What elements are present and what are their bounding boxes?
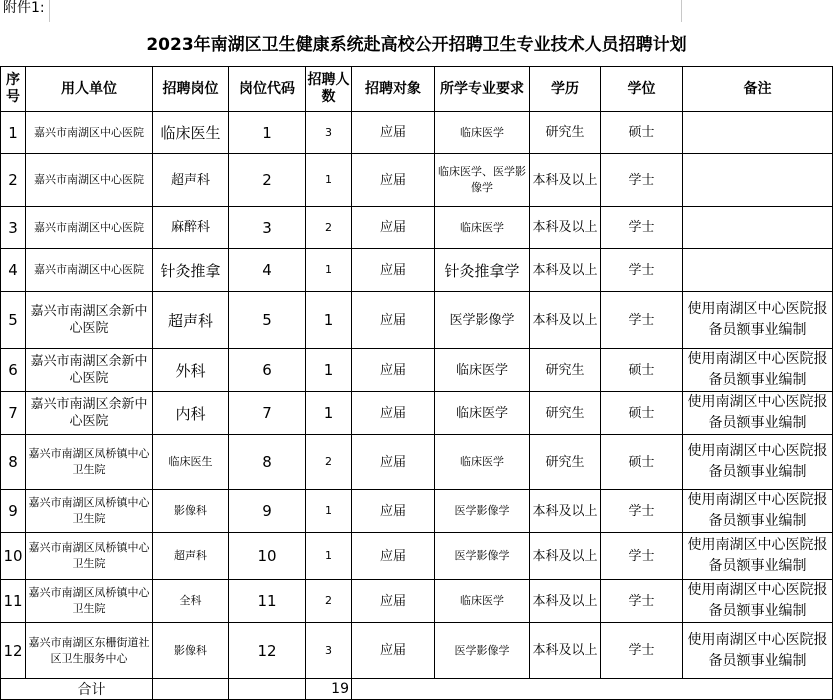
- cell-major: 医学影像学: [435, 490, 530, 533]
- cell-count: 1: [306, 349, 352, 392]
- cell-target: 应届: [352, 154, 435, 207]
- header-seq: 序号: [1, 67, 26, 112]
- cell-education: 本科及以上: [530, 154, 601, 207]
- cell-unit: 嘉兴市南湖区余新中心医院: [26, 392, 153, 435]
- table-row: [1, 533, 833, 580]
- cell-count: 2: [306, 580, 352, 623]
- cell-unit: 嘉兴市南湖区东栅街道社区卫生服务中心: [26, 623, 153, 679]
- header-major: 所学专业要求: [435, 67, 530, 112]
- table-row: [1, 435, 833, 490]
- cell-major: 医学影像学: [435, 533, 530, 580]
- cell-position: 全科: [153, 580, 229, 623]
- cell-count: 3: [306, 112, 352, 154]
- cell-remark: 使用南湖区中心医院报备员额事业编制: [683, 533, 833, 580]
- cell-count: 2: [306, 207, 352, 249]
- cell-seq: 3: [1, 207, 26, 249]
- cell-major: 针灸推拿学: [435, 249, 530, 292]
- table-row: [1, 349, 833, 392]
- cell-unit: 嘉兴市南湖区凤桥镇中心卫生院: [26, 490, 153, 533]
- cell-target: 应届: [352, 349, 435, 392]
- header-education: 学历: [530, 67, 601, 112]
- cell-code: 10: [229, 533, 306, 580]
- cell-position: 临床医生: [153, 435, 229, 490]
- gridline: [49, 0, 50, 22]
- header-degree: 学位: [601, 67, 683, 112]
- cell-remark: 使用南湖区中心医院报备员额事业编制: [683, 435, 833, 490]
- cell-remark: 使用南湖区中心医院报备员额事业编制: [683, 292, 833, 349]
- cell-code: 3: [229, 207, 306, 249]
- cell-position: 超声科: [153, 292, 229, 349]
- total-empty: [153, 679, 229, 700]
- cell-seq: 5: [1, 292, 26, 349]
- table-row: [1, 292, 833, 349]
- cell-major: 临床医学、医学影像学: [435, 154, 530, 207]
- cell-seq: 6: [1, 349, 26, 392]
- cell-code: 1: [229, 112, 306, 154]
- cell-code: 12: [229, 623, 306, 679]
- cell-target: 应届: [352, 112, 435, 154]
- cell-degree: 学士: [601, 207, 683, 249]
- cell-education: 研究生: [530, 349, 601, 392]
- cell-count: 1: [306, 249, 352, 292]
- cell-count: 1: [306, 154, 352, 207]
- cell-target: 应届: [352, 623, 435, 679]
- cell-count: 1: [306, 533, 352, 580]
- cell-major: 临床医学: [435, 392, 530, 435]
- header-count: 招聘人数: [306, 67, 352, 112]
- cell-code: 4: [229, 249, 306, 292]
- cell-target: 应届: [352, 292, 435, 349]
- total-row: [1, 679, 833, 700]
- cell-remark: [683, 112, 833, 154]
- cell-remark: [683, 154, 833, 207]
- cell-seq: 2: [1, 154, 26, 207]
- cell-seq: 8: [1, 435, 26, 490]
- recruitment-plan-table: [0, 66, 833, 700]
- cell-education: 本科及以上: [530, 533, 601, 580]
- cell-position: 内科: [153, 392, 229, 435]
- cell-unit: 嘉兴市南湖区凤桥镇中心卫生院: [26, 580, 153, 623]
- table-row: [1, 154, 833, 207]
- cell-degree: 学士: [601, 292, 683, 349]
- header-code: 岗位代码: [229, 67, 306, 112]
- cell-degree: 硕士: [601, 349, 683, 392]
- table-row: [1, 249, 833, 292]
- table-row: [1, 490, 833, 533]
- cell-education: 研究生: [530, 112, 601, 154]
- cell-target: 应届: [352, 207, 435, 249]
- cell-remark: [683, 249, 833, 292]
- cell-count: 2: [306, 435, 352, 490]
- cell-education: 本科及以上: [530, 490, 601, 533]
- cell-degree: 硕士: [601, 392, 683, 435]
- cell-seq: 4: [1, 249, 26, 292]
- cell-education: 本科及以上: [530, 207, 601, 249]
- cell-degree: 学士: [601, 623, 683, 679]
- cell-code: 11: [229, 580, 306, 623]
- table-row: [1, 207, 833, 249]
- total-count: 19: [306, 679, 352, 700]
- cell-major: 临床医学: [435, 435, 530, 490]
- cell-unit: 嘉兴市南湖区中心医院: [26, 249, 153, 292]
- cell-unit: 嘉兴市南湖区中心医院: [26, 112, 153, 154]
- total-empty: [352, 679, 833, 700]
- cell-position: 临床医生: [153, 112, 229, 154]
- header-unit: 用人单位: [26, 67, 153, 112]
- cell-seq: 7: [1, 392, 26, 435]
- cell-code: 2: [229, 154, 306, 207]
- cell-position: 超声科: [153, 154, 229, 207]
- total-label: 合计: [1, 679, 153, 700]
- cell-target: 应届: [352, 580, 435, 623]
- cell-seq: 1: [1, 112, 26, 154]
- cell-unit: 嘉兴市南湖区中心医院: [26, 154, 153, 207]
- cell-count: 1: [306, 490, 352, 533]
- cell-position: 影像科: [153, 623, 229, 679]
- cell-code: 6: [229, 349, 306, 392]
- cell-remark: 使用南湖区中心医院报备员额事业编制: [683, 623, 833, 679]
- cell-unit: 嘉兴市南湖区中心医院: [26, 207, 153, 249]
- cell-degree: 学士: [601, 580, 683, 623]
- cell-seq: 11: [1, 580, 26, 623]
- cell-target: 应届: [352, 392, 435, 435]
- cell-position: 影像科: [153, 490, 229, 533]
- cell-degree: 学士: [601, 533, 683, 580]
- cell-code: 9: [229, 490, 306, 533]
- cell-remark: 使用南湖区中心医院报备员额事业编制: [683, 490, 833, 533]
- cell-education: 本科及以上: [530, 249, 601, 292]
- cell-seq: 12: [1, 623, 26, 679]
- cell-education: 研究生: [530, 435, 601, 490]
- table-row: [1, 623, 833, 679]
- cell-education: 本科及以上: [530, 623, 601, 679]
- cell-position: 麻醉科: [153, 207, 229, 249]
- header-row: [1, 67, 833, 112]
- cell-target: 应届: [352, 249, 435, 292]
- cell-education: 研究生: [530, 392, 601, 435]
- cell-position: 针灸推拿: [153, 249, 229, 292]
- cell-target: 应届: [352, 435, 435, 490]
- cell-unit: 嘉兴市南湖区余新中心医院: [26, 292, 153, 349]
- cell-education: 本科及以上: [530, 580, 601, 623]
- cell-code: 7: [229, 392, 306, 435]
- cell-count: 3: [306, 623, 352, 679]
- cell-major: 临床医学: [435, 112, 530, 154]
- cell-position: 外科: [153, 349, 229, 392]
- page-title: 2023年南湖区卫生健康系统赴高校公开招聘卫生专业技术人员招聘计划: [146, 35, 687, 55]
- cell-seq: 9: [1, 490, 26, 533]
- cell-target: 应届: [352, 533, 435, 580]
- cell-education: 本科及以上: [530, 292, 601, 349]
- cell-major: 医学影像学: [435, 292, 530, 349]
- table-row: [1, 392, 833, 435]
- table-row: [1, 580, 833, 623]
- header-position: 招聘岗位: [153, 67, 229, 112]
- cell-remark: [683, 207, 833, 249]
- cell-code: 5: [229, 292, 306, 349]
- cell-remark: 使用南湖区中心医院报备员额事业编制: [683, 580, 833, 623]
- cell-degree: 硕士: [601, 435, 683, 490]
- cell-code: 8: [229, 435, 306, 490]
- cell-seq: 10: [1, 533, 26, 580]
- header-target: 招聘对象: [352, 67, 435, 112]
- cell-remark: 使用南湖区中心医院报备员额事业编制: [683, 349, 833, 392]
- cell-target: 应届: [352, 490, 435, 533]
- cell-degree: 学士: [601, 154, 683, 207]
- cell-count: 1: [306, 292, 352, 349]
- cell-unit: 嘉兴市南湖区凤桥镇中心卫生院: [26, 533, 153, 580]
- cell-degree: 学士: [601, 249, 683, 292]
- table-row: [1, 112, 833, 154]
- total-empty: [229, 679, 306, 700]
- cell-major: 临床医学: [435, 349, 530, 392]
- cell-major: 临床医学: [435, 207, 530, 249]
- header-remark: 备注: [683, 67, 833, 112]
- cell-count: 1: [306, 392, 352, 435]
- cell-unit: 嘉兴市南湖区余新中心医院: [26, 349, 153, 392]
- cell-remark: 使用南湖区中心医院报备员额事业编制: [683, 392, 833, 435]
- cell-degree: 硕士: [601, 112, 683, 154]
- gridline: [681, 0, 682, 22]
- cell-major: 临床医学: [435, 580, 530, 623]
- cell-unit: 嘉兴市南湖区凤桥镇中心卫生院: [26, 435, 153, 490]
- cell-degree: 学士: [601, 490, 683, 533]
- cell-position: 超声科: [153, 533, 229, 580]
- attachment-label: 附件1:: [3, 0, 45, 16]
- cell-major: 医学影像学: [435, 623, 530, 679]
